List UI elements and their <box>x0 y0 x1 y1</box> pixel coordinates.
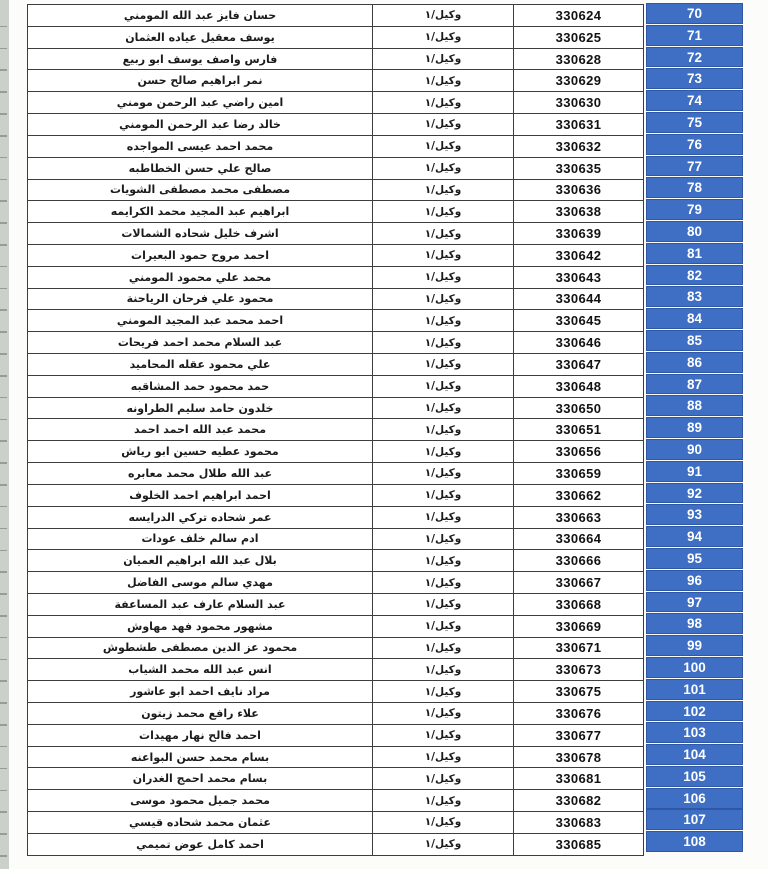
rank-cell: وكيل/١ <box>373 506 514 528</box>
serial-cell: 104 <box>646 744 743 765</box>
name-cell: بسام محمد احمج الغدران <box>28 768 373 790</box>
scan-edge-strip <box>0 0 9 869</box>
rank-cell: وكيل/١ <box>373 5 514 27</box>
id-number-cell: 330632 <box>514 135 644 157</box>
serial-cell: 78 <box>646 177 743 198</box>
name-cell: محمود عز الدين مصطفى طشطوش <box>28 637 373 659</box>
table-row <box>28 659 644 681</box>
table-row <box>28 244 644 266</box>
name-cell: مشهور محمود فهد مهاوش <box>28 615 373 637</box>
table-row <box>28 484 644 506</box>
name-cell: مهدي سالم موسى الفاضل <box>28 572 373 594</box>
table-row <box>28 419 644 441</box>
name-cell: مصطفى محمد مصطفى الشويات <box>28 179 373 201</box>
id-number-cell: 330662 <box>514 484 644 506</box>
table-row <box>28 114 644 136</box>
serial-cell: 106 <box>646 788 743 809</box>
id-number-cell: 330650 <box>514 397 644 419</box>
name-cell: احمد مروح حمود البعيرات <box>28 244 373 266</box>
name-cell: احمد ابراهيم احمد الخلوف <box>28 484 373 506</box>
serial-cell: 95 <box>646 548 743 569</box>
serial-cell: 101 <box>646 679 743 700</box>
serial-cell: 103 <box>646 722 743 743</box>
serial-cell: 92 <box>646 483 743 504</box>
rank-cell: وكيل/١ <box>373 135 514 157</box>
rank-cell: وكيل/١ <box>373 484 514 506</box>
serial-cell: 70 <box>646 3 743 24</box>
serial-cell: 91 <box>646 461 743 482</box>
name-cell: مراد نايف احمد ابو عاشور <box>28 681 373 703</box>
rank-cell: وكيل/١ <box>373 441 514 463</box>
rank-cell: وكيل/١ <box>373 157 514 179</box>
id-number-cell: 330669 <box>514 615 644 637</box>
id-number-cell: 330668 <box>514 593 644 615</box>
serial-cell: 85 <box>646 330 743 351</box>
id-number-cell: 330651 <box>514 419 644 441</box>
id-number-cell: 330642 <box>514 244 644 266</box>
name-cell: ابراهيم عبد المجيد محمد الكرايمه <box>28 201 373 223</box>
id-number-cell: 330682 <box>514 790 644 812</box>
serial-cell: 80 <box>646 221 743 242</box>
name-cell: محمد علي محمود المومني <box>28 266 373 288</box>
table-row <box>28 572 644 594</box>
id-number-cell: 330624 <box>514 5 644 27</box>
rank-cell: وكيل/١ <box>373 833 514 855</box>
rank-cell: وكيل/١ <box>373 419 514 441</box>
serial-cell: 83 <box>646 286 743 307</box>
table-row <box>28 506 644 528</box>
name-cell: محمود عطيه حسين ابو رياش <box>28 441 373 463</box>
serial-cell: 75 <box>646 112 743 133</box>
table-row <box>28 310 644 332</box>
rank-cell: وكيل/١ <box>373 114 514 136</box>
table-row <box>28 288 644 310</box>
serial-cell: 107 <box>646 809 743 830</box>
serial-cell: 100 <box>646 657 743 678</box>
rank-cell: وكيل/١ <box>373 463 514 485</box>
name-cell: انس عبد الله محمد الشياب <box>28 659 373 681</box>
table-row <box>28 724 644 746</box>
rank-cell: وكيل/١ <box>373 48 514 70</box>
rank-cell: وكيل/١ <box>373 724 514 746</box>
name-cell: عثمان محمد شحاده قيسي <box>28 812 373 834</box>
rank-cell: وكيل/١ <box>373 790 514 812</box>
serial-cell: 73 <box>646 68 743 89</box>
table-row <box>28 768 644 790</box>
name-cell: عبد السلام عارف عبد المساعفة <box>28 593 373 615</box>
id-number-cell: 330667 <box>514 572 644 594</box>
rank-cell: وكيل/١ <box>373 397 514 419</box>
rank-cell: وكيل/١ <box>373 550 514 572</box>
table-row <box>28 441 644 463</box>
name-cell: علي محمود عقله المحاميد <box>28 354 373 376</box>
rank-cell: وكيل/١ <box>373 354 514 376</box>
name-cell: عبد السلام محمد احمد فريحات <box>28 332 373 354</box>
name-cell: عبد الله طلال محمد معابره <box>28 463 373 485</box>
table-row <box>28 397 644 419</box>
name-cell: فارس واصف يوسف ابو ربيع <box>28 48 373 70</box>
id-number-cell: 330628 <box>514 48 644 70</box>
rank-cell: وكيل/١ <box>373 179 514 201</box>
table-row <box>28 615 644 637</box>
table-row <box>28 201 644 223</box>
name-cell: محمود علي فرحان الرياحنة <box>28 288 373 310</box>
serial-cell: 105 <box>646 766 743 787</box>
table-row <box>28 790 644 812</box>
id-number-cell: 330639 <box>514 223 644 245</box>
table-row <box>28 528 644 550</box>
id-number-cell: 330685 <box>514 833 644 855</box>
table-row <box>28 26 644 48</box>
id-number-cell: 330645 <box>514 310 644 332</box>
serial-cell: 88 <box>646 395 743 416</box>
rank-cell: وكيل/١ <box>373 637 514 659</box>
rank-cell: وكيل/١ <box>373 746 514 768</box>
id-number-cell: 330681 <box>514 768 644 790</box>
rank-cell: وكيل/١ <box>373 768 514 790</box>
serial-cell: 90 <box>646 439 743 460</box>
id-number-cell: 330671 <box>514 637 644 659</box>
serial-cell: 74 <box>646 90 743 111</box>
serial-cell: 97 <box>646 592 743 613</box>
rank-cell: وكيل/١ <box>373 332 514 354</box>
table-row <box>28 703 644 725</box>
table-row <box>28 463 644 485</box>
table-row <box>28 332 644 354</box>
name-cell: ادم سالم خلف عودات <box>28 528 373 550</box>
serial-cell: 77 <box>646 156 743 177</box>
serial-cell: 93 <box>646 504 743 525</box>
id-number-cell: 330647 <box>514 354 644 376</box>
table-row <box>28 266 644 288</box>
serial-cell: 71 <box>646 25 743 46</box>
id-number-cell: 330646 <box>514 332 644 354</box>
id-number-cell: 330635 <box>514 157 644 179</box>
table-row <box>28 223 644 245</box>
rank-cell: وكيل/١ <box>373 681 514 703</box>
name-cell: نمر ابراهيم صالح حسن <box>28 70 373 92</box>
name-cell: بلال عبد الله ابراهيم العميان <box>28 550 373 572</box>
table-row <box>28 92 644 114</box>
serial-cell: 87 <box>646 374 743 395</box>
name-cell: حسان فايز عبد الله المومني <box>28 5 373 27</box>
serial-cell: 99 <box>646 635 743 656</box>
name-cell: يوسف معقيل عياده العثمان <box>28 26 373 48</box>
table-row <box>28 681 644 703</box>
table-row <box>28 48 644 70</box>
serial-cell: 82 <box>646 265 743 286</box>
rank-cell: وكيل/١ <box>373 593 514 615</box>
id-number-cell: 330643 <box>514 266 644 288</box>
serial-cell: 76 <box>646 134 743 155</box>
id-number-cell: 330666 <box>514 550 644 572</box>
name-cell: حمد محمود حمد المشاقبه <box>28 375 373 397</box>
serial-number-column <box>646 3 743 853</box>
rank-cell: وكيل/١ <box>373 572 514 594</box>
id-number-cell: 330663 <box>514 506 644 528</box>
table-row <box>28 135 644 157</box>
table-row <box>28 812 644 834</box>
id-number-cell: 330629 <box>514 70 644 92</box>
name-cell: محمد جميل محمود موسى <box>28 790 373 812</box>
table-row <box>28 637 644 659</box>
id-number-cell: 330659 <box>514 463 644 485</box>
serial-cell: 94 <box>646 526 743 547</box>
id-number-cell: 330664 <box>514 528 644 550</box>
rank-cell: وكيل/١ <box>373 70 514 92</box>
rank-cell: وكيل/١ <box>373 223 514 245</box>
rank-cell: وكيل/١ <box>373 659 514 681</box>
serial-cell: 96 <box>646 570 743 591</box>
name-cell: صالح علي حسن الخطاطبه <box>28 157 373 179</box>
rank-cell: وكيل/١ <box>373 244 514 266</box>
table-row <box>28 70 644 92</box>
rank-cell: وكيل/١ <box>373 288 514 310</box>
serial-cell: 108 <box>646 831 743 852</box>
table-row <box>28 593 644 615</box>
rank-cell: وكيل/١ <box>373 201 514 223</box>
name-cell: علاء رافع محمد زيتون <box>28 703 373 725</box>
serial-cell: 81 <box>646 243 743 264</box>
id-number-cell: 330630 <box>514 92 644 114</box>
id-number-cell: 330656 <box>514 441 644 463</box>
name-cell: بسام محمد حسن البواعنه <box>28 746 373 768</box>
rank-cell: وكيل/١ <box>373 615 514 637</box>
serial-cell: 72 <box>646 47 743 68</box>
id-number-cell: 330677 <box>514 724 644 746</box>
table-row <box>28 375 644 397</box>
serial-cell: 86 <box>646 352 743 373</box>
id-number-cell: 330638 <box>514 201 644 223</box>
name-cell: خلدون حامد سليم الطراونه <box>28 397 373 419</box>
table-row <box>28 354 644 376</box>
table-row <box>28 746 644 768</box>
table-row <box>28 5 644 27</box>
rank-cell: وكيل/١ <box>373 375 514 397</box>
id-number-cell: 330683 <box>514 812 644 834</box>
name-cell: احمد كامل عوض تميمي <box>28 833 373 855</box>
rank-cell: وكيل/١ <box>373 266 514 288</box>
rank-cell: وكيل/١ <box>373 703 514 725</box>
personnel-table <box>27 4 644 856</box>
serial-cell: 89 <box>646 417 743 438</box>
name-cell: احمد محمد عبد المجيد المومني <box>28 310 373 332</box>
id-number-cell: 330644 <box>514 288 644 310</box>
id-number-cell: 330636 <box>514 179 644 201</box>
id-number-cell: 330676 <box>514 703 644 725</box>
name-cell: احمد فالح نهار مهيدات <box>28 724 373 746</box>
name-cell: محمد عبد الله احمد احمد <box>28 419 373 441</box>
table-row <box>28 550 644 572</box>
rank-cell: وكيل/١ <box>373 26 514 48</box>
rank-cell: وكيل/١ <box>373 812 514 834</box>
table-row <box>28 833 644 855</box>
name-cell: عمر شحاده تركي الدرايسه <box>28 506 373 528</box>
serial-cell: 102 <box>646 701 743 722</box>
table-row <box>28 157 644 179</box>
id-number-cell: 330625 <box>514 26 644 48</box>
serial-cell: 84 <box>646 308 743 329</box>
rank-cell: وكيل/١ <box>373 528 514 550</box>
id-number-cell: 330673 <box>514 659 644 681</box>
table-row <box>28 179 644 201</box>
serial-cell: 79 <box>646 199 743 220</box>
name-cell: امين راضي عبد الرحمن مومني <box>28 92 373 114</box>
serial-cell: 98 <box>646 613 743 634</box>
rank-cell: وكيل/١ <box>373 310 514 332</box>
name-cell: محمد احمد عيسى المواجده <box>28 135 373 157</box>
id-number-cell: 330648 <box>514 375 644 397</box>
rank-cell: وكيل/١ <box>373 92 514 114</box>
id-number-cell: 330678 <box>514 746 644 768</box>
name-cell: خالد رضا عبد الرحمن المومني <box>28 114 373 136</box>
name-cell: اشرف خليل شحاده الشمالات <box>28 223 373 245</box>
id-number-cell: 330675 <box>514 681 644 703</box>
id-number-cell: 330631 <box>514 114 644 136</box>
